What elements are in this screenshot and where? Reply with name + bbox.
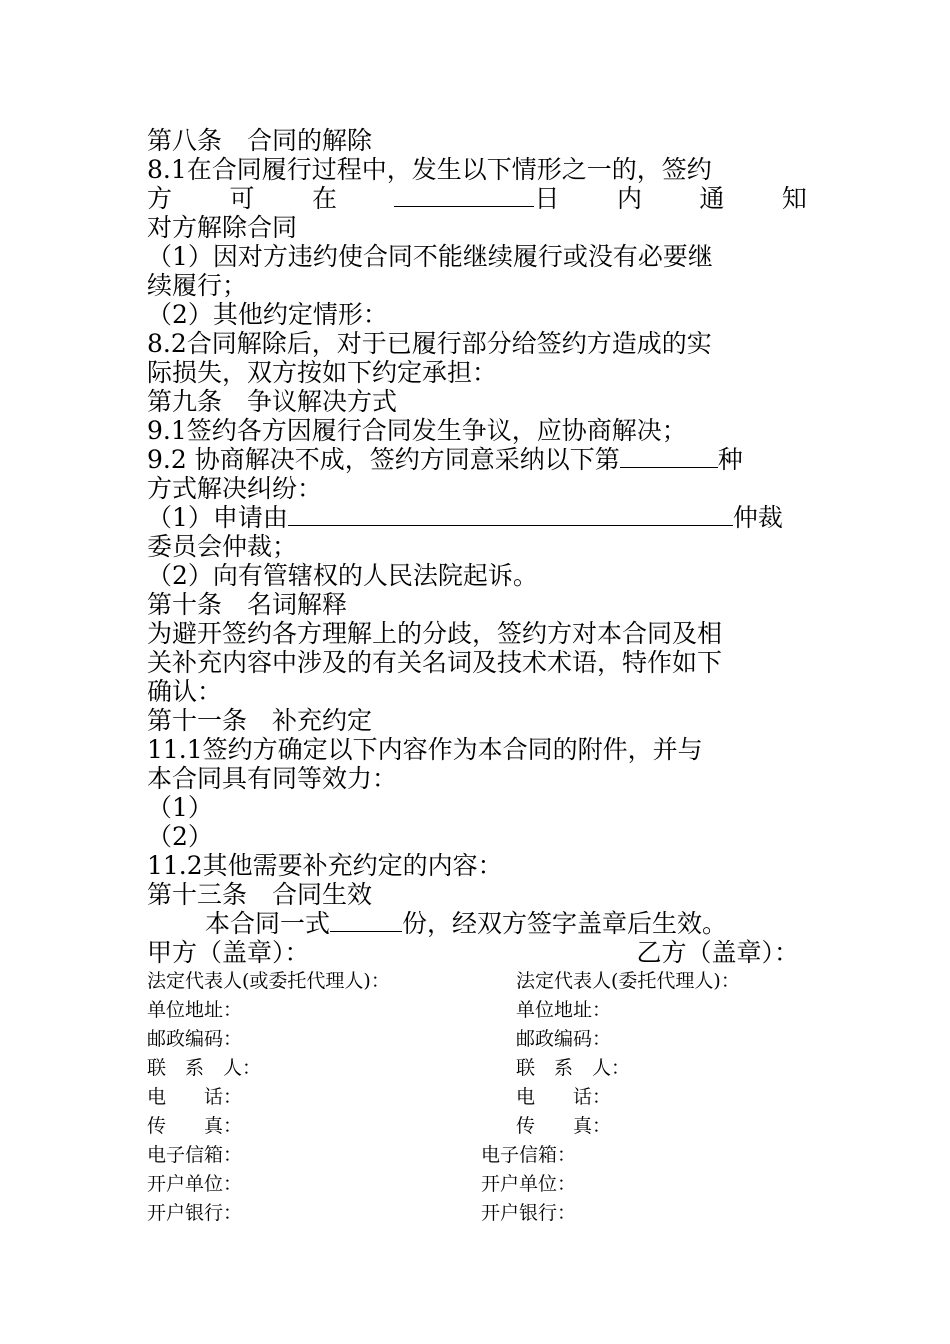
contract-page <box>147 126 807 1228</box>
article-13-line1: 本合同一式 份，经双方签字盖章后生效。 <box>205 909 728 938</box>
article-9-title: 第九条 争议解决方式 <box>147 387 398 416</box>
sig-row-postcode: 邮政编码： 邮政编码： <box>147 1028 612 1050</box>
days-blank-group: 日 <box>394 184 559 213</box>
copies-blank[interactable] <box>330 909 402 932</box>
article-8-1-line2 <box>147 184 807 213</box>
article-11-1-line1: 11.1签约方确定以下内容作为本合同的附件，并与 <box>147 735 703 764</box>
sig-row-email: 电子信箱： 电子信箱： <box>147 1144 577 1166</box>
sig-row-contact: 联 系 人： 联 系 人： <box>147 1057 631 1079</box>
article-10-title: 第十条 名词解释 <box>147 590 348 619</box>
article-8-1-item1-line2: 续履行； <box>147 271 248 300</box>
article-10-line2: 关补充内容中涉及的有关名词及技术术语，特作如下 <box>147 648 723 677</box>
method-number-blank[interactable] <box>620 445 718 468</box>
word-zhi: 知 <box>781 184 807 213</box>
article-11-1-line2: 本合同具有同等效力： <box>147 764 398 793</box>
article-9-2-item2: （2）向有管辖权的人民法院起诉。 <box>147 561 538 590</box>
word-tong: 通 <box>699 184 725 213</box>
article-9-1: 9.1签约各方因履行合同发生争议，应协商解决； <box>147 416 687 445</box>
article-8-1-item2: （2）其他约定情形： <box>147 300 388 329</box>
days-blank[interactable] <box>394 184 534 207</box>
article-11-1-item1: （1） <box>147 793 213 822</box>
article-8-1-item1-line1: （1）因对方违约使合同不能继续履行或没有必要继 <box>147 242 713 271</box>
word-ke: 可 <box>229 184 255 213</box>
sig-row-fax: 传 真： 传 真： <box>147 1115 612 1137</box>
sig-row-bank: 开户银行： 开户银行： <box>147 1202 577 1224</box>
sig-row-phone: 电 话： 电 话： <box>147 1086 612 1108</box>
article-10-line3: 确认： <box>147 677 223 706</box>
article-11-title: 第十一条 补充约定 <box>147 706 373 735</box>
word-zai: 在 <box>311 184 337 213</box>
article-9-2-line1: 9.2 协商解决不成，签约方同意采纳以下第 种 <box>147 445 743 474</box>
article-8-2-line2: 际损失，双方按如下约定承担： <box>147 358 498 387</box>
party-a-seal: 甲方（盖章）： <box>147 938 310 967</box>
word-fang: 方 <box>147 184 173 213</box>
sig-row-address: 单位地址： 单位地址： <box>147 999 612 1021</box>
word-nei: 内 <box>616 184 642 213</box>
sig-row-account-holder: 开户单位： 开户单位： <box>147 1173 577 1195</box>
article-10-line1: 为避开签约各方理解上的分歧，签约方对本合同及相 <box>147 619 723 648</box>
article-9-2-item1-line2: 委员会仲裁； <box>147 532 298 561</box>
article-11-2: 11.2其他需要补充约定的内容： <box>147 851 503 880</box>
article-8-1-line3: 对方解除合同 <box>147 213 298 242</box>
article-13-title: 第十三条 合同生效 <box>147 880 373 909</box>
article-8-1-line1: 8.1在合同履行过程中，发生以下情形之一的，签约 <box>147 155 712 184</box>
article-8-2-line1: 8.2合同解除后，对于已履行部分给签约方造成的实 <box>147 329 712 358</box>
signature-header <box>147 938 807 967</box>
sig-row-legal-rep: 法定代表人(或委托代理人)： 法定代表人(委托代理人)： <box>147 970 740 992</box>
article-9-2-item1: （1）申请由 仲裁 <box>147 503 783 532</box>
article-9-2-line2: 方式解决纠纷： <box>147 474 323 503</box>
article-8-title: 第八条 合同的解除 <box>147 126 373 155</box>
party-b-seal: 乙方（盖章）： <box>636 938 799 967</box>
arbitration-body-blank[interactable] <box>288 503 733 526</box>
article-11-1-item2: （2） <box>147 822 213 851</box>
